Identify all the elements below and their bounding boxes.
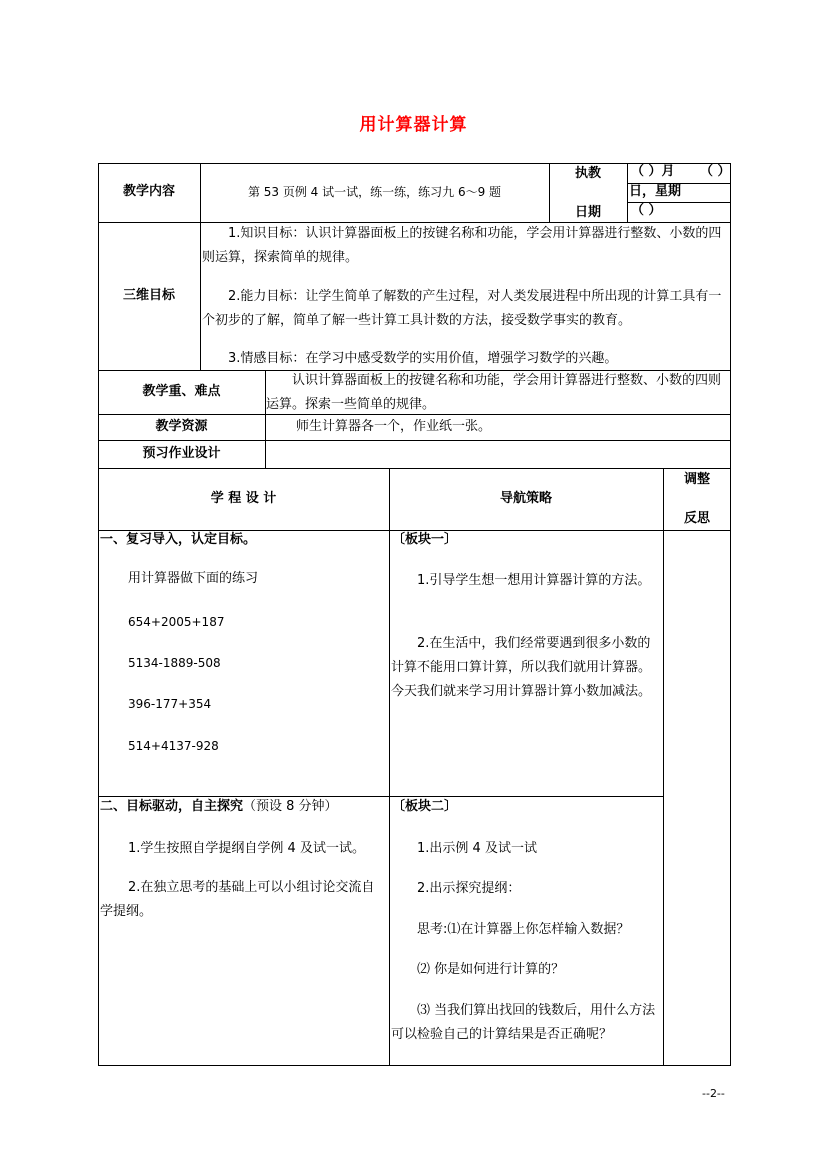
goal-item: 3.情感目标：在学习中感受数学的实用价值，增强学习数学的兴趣。 [228,351,618,366]
exercise-item: 5134-1889-508 [128,656,221,670]
section2-strategy-item: 1.出示例 4 及试一试 [417,841,537,856]
date-line-2: 日，星期 [629,184,682,199]
section1-heading: 一、复习导入，认定目标。 [100,532,257,547]
section1-strategy-item: 1.引导学生想一想用计算器计算的方法。 [417,573,651,588]
section2-strategy-item: 思考:⑴在计算器上你怎样输入数据？ [417,922,630,937]
date-label-2: 日期 [574,205,601,220]
homework-label: 预习作业设计 [142,446,221,461]
section1-intro: 用计算器做下面的练习 [128,571,259,586]
date-line-1b: （ ） [700,164,731,179]
page-number: --2-- [702,1087,725,1100]
section1-block: 〔板块一〕 [392,532,458,547]
key-points-label: 教学重、难点 [142,384,221,399]
date-label-1: 执教 [574,166,601,181]
exercise-item: 514+4137-928 [128,739,219,753]
section2-block: 〔板块二〕 [392,799,458,814]
section1-strategy-item: 2.在生活中，我们经常要遇到很多小数的计算不能用口算计算，所以我们就用计算器。今天我们就来学习用计算器计算小数加减法。 [391,636,652,699]
key-points-value: 认识计算器面板上的按键名称和功能，学会用计算器进行整数、小数的四则运算。探索一些简单的规律。 [266,373,722,412]
goal-item: 1.知识目标：认识计算器面板上的按键名称和功能，学会用计算器进行整数、小数的四则运算，探索简单的规律。 [202,226,722,265]
section2-item: 1.学生按照自学提纲自学例 4 及试一试。 [128,841,365,856]
section2-heading-text: 二、目标驱动，自主探究 [100,799,244,814]
exercise-item: 396-177+354 [128,697,212,711]
date-line-1: （ ）月 [631,164,675,179]
content-label: 教学内容 [122,184,175,199]
adjust-column-header: 调整 [683,472,710,487]
resources-value: 师生计算器各一个，作业纸一张。 [296,419,492,434]
goal-item: 2.能力目标：让学生简单了解数的产生过程，对人类发展进程中所出现的计算工具有一个初步的了解，简单了解一些计算工具计数的方法，接受数学事实的教育。 [202,289,722,328]
section2-heading-note: （预设 8 分钟） [243,799,338,814]
section2-strategy-item: 2.出示探究提纲： [417,881,521,896]
content-value: 第 53 页例 4 试一试，练一练，练习九 6～9 题 [247,185,502,199]
section2-strategy-item: ⑶ 当我们算出找回的钱数后，用什么方法可以检验自己的计算结果是否正确呢？ [391,1003,656,1042]
resources-label: 教学资源 [155,419,208,434]
goals-label: 三维目标 [122,288,175,303]
page-title: 用计算器计算 [359,115,468,135]
date-line-3: （ ） [631,203,662,218]
section2-strategy-item: ⑵ 你是如何进行计算的？ [417,962,565,977]
reflect-column-header: 反思 [683,511,710,526]
strategy-column-header: 导航策略 [499,491,552,506]
exercise-item: 654+2005+187 [128,615,225,629]
section2-heading [100,795,338,819]
design-column-header: 学 程 设 计 [210,491,277,506]
section2-item: 2.在独立思考的基础上可以小组讨论交流自学提纲。 [100,880,375,919]
